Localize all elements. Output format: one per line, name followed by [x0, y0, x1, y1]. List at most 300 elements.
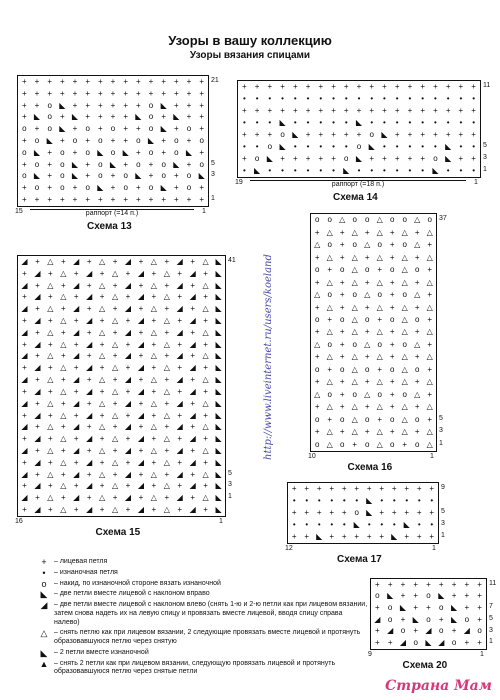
stitch-symbol: •	[306, 94, 310, 103]
stitch-symbol: △	[401, 427, 408, 437]
stitch-symbol: +	[135, 76, 141, 86]
legend-text: – снять 2 петли как при лицевом вязании, следующую провязать лицевой и протянуть образовавшуюся петлю через снятые петли	[54, 659, 336, 676]
stitch-symbol: △	[326, 252, 333, 262]
stitch-symbol: △	[202, 256, 209, 266]
stitch-symbol: ◣	[316, 532, 323, 541]
stitch-symbol: +	[364, 352, 370, 362]
stitch-symbol: △	[111, 410, 119, 420]
stitch-symbol: o	[199, 135, 204, 145]
stitch-symbol: +	[426, 603, 431, 613]
stitch-symbol: ◣	[215, 363, 222, 373]
stitch-symbol: +	[292, 82, 298, 91]
stitch-symbol: +	[458, 106, 464, 115]
stitch-symbol: +	[22, 481, 27, 491]
column-number-right: 1	[432, 545, 436, 552]
stitch-symbol: +	[356, 130, 362, 139]
stitch-symbol: △	[202, 398, 209, 408]
stitch-symbol: +	[151, 386, 157, 396]
stitch-symbol: △	[351, 364, 358, 374]
stitch-symbol: +	[164, 327, 170, 337]
stitch-symbol: +	[47, 183, 52, 193]
stitch-symbol: +	[86, 375, 92, 385]
stitch-symbol: +	[97, 76, 103, 86]
stitch-symbol: △	[326, 302, 333, 312]
stitch-symbol: +	[85, 100, 90, 110]
stitch-symbol: o	[365, 364, 370, 374]
stitch-symbol: +	[477, 614, 482, 624]
stitch-symbol: +	[99, 268, 105, 278]
legend-symbol-icon: •	[42, 567, 46, 578]
stitch-symbol: △	[99, 280, 106, 290]
stitch-symbol: ◢	[137, 268, 144, 278]
stitch-symbol: ◢	[86, 268, 93, 278]
stitch-symbol: ◣	[33, 147, 41, 157]
stitch-symbol: +	[464, 638, 470, 648]
stitch-symbol: o	[254, 154, 260, 163]
stitch-symbol: +	[173, 171, 179, 181]
row-number: 3	[211, 171, 215, 179]
stitch-symbol: △	[150, 327, 157, 337]
stitch-symbol: +	[177, 481, 183, 491]
stitch-symbol: +	[112, 280, 118, 290]
stitch-symbol: +	[35, 351, 40, 361]
stitch-symbol: o	[365, 265, 370, 275]
stitch-symbol: o	[315, 414, 320, 424]
stitch-symbol: +	[429, 532, 435, 541]
stitch-symbol: ◢	[21, 304, 28, 314]
stitch-symbol: +	[267, 130, 273, 139]
stitch-symbol: ◣	[160, 100, 167, 110]
legend-item	[38, 601, 368, 627]
stitch-symbol: •	[293, 166, 297, 175]
stitch-symbol: +	[356, 106, 362, 115]
stitch-symbol: +	[339, 290, 345, 300]
stitch-symbol: +	[73, 505, 79, 515]
stitch-symbol: +	[291, 532, 297, 541]
stitch-symbol: •	[408, 118, 412, 127]
stitch-symbol: +	[400, 591, 406, 601]
stitch-symbol: +	[375, 638, 380, 648]
stitch-symbol: ◣	[381, 130, 388, 139]
stitch-symbol: o	[340, 265, 345, 275]
stitch-symbol: o	[280, 130, 285, 139]
stitch-symbol: △	[426, 439, 433, 449]
stitch-symbol: +	[305, 154, 311, 163]
stitch-symbol: +	[369, 154, 375, 163]
stitch-symbol: +	[377, 315, 383, 325]
stitch-symbol: +	[99, 386, 105, 396]
stitch-symbol: +	[123, 112, 128, 122]
stitch-symbol: ◣	[353, 520, 360, 529]
stitch-symbol: +	[379, 532, 385, 541]
stitch-symbol: +	[161, 88, 166, 98]
stitch-symbol: ◣	[355, 154, 363, 163]
stitch-symbol: +	[173, 100, 179, 110]
stitch-symbol: +	[404, 484, 410, 493]
stitch-symbol: +	[47, 147, 52, 157]
stitch-symbol: +	[48, 268, 53, 278]
stitch-symbol: +	[135, 183, 141, 193]
stitch-symbol: +	[190, 280, 195, 290]
stitch-symbol: o	[123, 183, 128, 193]
stitch-symbol: o	[315, 215, 320, 225]
stitch-symbol: •	[281, 166, 284, 175]
stitch-symbol: △	[401, 377, 408, 387]
stitch-symbol: +	[382, 106, 387, 115]
stitch-symbol: +	[164, 493, 170, 503]
stitch-symbol: o	[354, 508, 359, 517]
stitch-symbol: +	[327, 414, 333, 424]
stitch-symbol: +	[22, 268, 27, 278]
stitch-symbol: +	[190, 256, 195, 266]
legend-item	[38, 580, 368, 589]
stitch-symbol: +	[339, 352, 345, 362]
stitch-symbol: ◢	[189, 315, 196, 325]
stitch-symbol: +	[59, 135, 65, 145]
stitch-symbol: o	[400, 626, 406, 636]
stitch-symbol: •	[293, 94, 297, 103]
stitch-symbol: +	[99, 505, 105, 515]
stitch-symbol: ◢	[86, 410, 93, 420]
stitch-symbol: +	[445, 82, 451, 91]
stitch-symbol: ◢	[34, 268, 41, 278]
stitch-symbol: •	[408, 142, 412, 151]
stitch-symbol: •	[459, 142, 463, 151]
row-number: 3	[439, 427, 443, 435]
stitch-symbol: +	[254, 130, 260, 139]
stitch-symbol: +	[164, 304, 170, 314]
stitch-symbol: •	[430, 520, 434, 529]
stitch-symbol: ◣	[387, 591, 394, 601]
stitch-symbol: ◢	[137, 386, 144, 396]
stitch-symbol: +	[60, 375, 66, 385]
stitch-symbol: +	[427, 414, 433, 424]
stitch-symbol: o	[199, 159, 204, 169]
stitch-symbol: •	[472, 166, 476, 175]
stitch-symbol: ◣	[215, 256, 222, 266]
stitch-symbol: +	[366, 484, 372, 493]
stitch-symbol: △	[401, 252, 408, 262]
stitch-symbol: ◢	[86, 481, 93, 491]
stitch-symbol: +	[304, 484, 310, 493]
stitch-symbol: o	[22, 147, 27, 157]
stitch-symbol: o	[377, 290, 382, 300]
legend-symbol-icon: ◣	[40, 647, 48, 658]
stitch-symbol: o	[136, 159, 141, 169]
stitch-symbol: △	[163, 386, 170, 396]
stitch-symbol: △	[326, 427, 333, 437]
stitch-symbol: △	[150, 375, 157, 385]
stitch-symbol: o	[369, 130, 374, 139]
stitch-symbol: +	[48, 434, 53, 444]
stitch-symbol: +	[445, 106, 451, 115]
stitch-symbol: o	[34, 183, 40, 193]
stitch-symbol: +	[148, 171, 154, 181]
stitch-symbol: +	[199, 124, 204, 134]
stitch-symbol: +	[135, 100, 141, 110]
stitch-symbol: ◣	[368, 142, 375, 151]
stitch-symbol: +	[177, 268, 183, 278]
stitch-symbol: o	[352, 215, 357, 225]
stitch-symbol: +	[151, 481, 157, 491]
stitch-symbol: o	[415, 265, 420, 275]
stitch-symbol: △	[414, 215, 421, 225]
stitch-symbol: △	[99, 375, 106, 385]
stitch-symbol: +	[477, 638, 482, 648]
stitch-symbol: △	[111, 386, 119, 396]
stitch-symbol: +	[186, 112, 192, 122]
stitch-symbol: ◢	[124, 375, 132, 385]
stitch-symbol: ◢	[124, 304, 132, 314]
stitch-symbol: △	[351, 427, 358, 437]
stitch-symbol: +	[451, 579, 457, 589]
row-number: 1	[489, 638, 493, 646]
stitch-symbol: +	[329, 508, 335, 517]
stitch-symbol: +	[379, 508, 385, 517]
stitch-symbol: +	[364, 277, 370, 287]
stitch-symbol: +	[414, 227, 420, 237]
stitch-symbol: +	[389, 302, 395, 312]
stitch-symbol: +	[97, 195, 103, 205]
stitch-symbol: +	[414, 402, 420, 412]
stitch-symbol: △	[60, 363, 67, 373]
stitch-symbol: +	[402, 439, 408, 449]
stitch-symbol: •	[459, 94, 463, 103]
stitch-symbol: +	[199, 183, 204, 193]
stitch-symbol: ◢	[124, 493, 132, 503]
stitch-symbol: +	[164, 469, 170, 479]
stitch-symbol: +	[343, 130, 349, 139]
stitch-symbol: •	[380, 496, 384, 505]
stitch-symbol: +	[48, 386, 53, 396]
stitch-symbol: +	[138, 304, 144, 314]
stitch-symbol: ◣	[266, 154, 273, 163]
stitch-symbol: △	[60, 339, 67, 349]
stitch-symbol: •	[392, 496, 396, 505]
stitch-symbol: +	[477, 591, 482, 601]
stitch-symbol: +	[416, 484, 422, 493]
stitch-symbol: +	[177, 505, 183, 515]
stitch-symbol: •	[292, 520, 296, 529]
stitch-symbol: ◢	[137, 410, 144, 420]
stitch-symbol: •	[367, 520, 371, 529]
stitch-symbol: △	[60, 481, 67, 491]
stitch-symbol: +	[314, 377, 320, 387]
stitch-symbol: △	[401, 327, 408, 337]
stitch-symbol: +	[112, 304, 118, 314]
stitch-symbol: +	[203, 410, 208, 420]
stitch-symbol: o	[148, 147, 154, 157]
stitch-symbol: △	[414, 290, 421, 300]
stitch-symbol: +	[99, 481, 105, 491]
stitch-symbol: ◣	[450, 603, 458, 613]
stitch-symbol: +	[35, 398, 40, 408]
stitch-symbol: +	[199, 100, 204, 110]
stitch-symbol: △	[376, 277, 383, 287]
stitch-symbol: +	[34, 195, 40, 205]
stitch-symbol: ◢	[176, 375, 183, 385]
stitch-symbol: o	[377, 389, 382, 399]
stitch-symbol: ◣	[355, 118, 363, 127]
stitch-symbol: ◢	[34, 481, 41, 491]
stitch-symbol: +	[125, 434, 131, 444]
stitch-symbol: o	[340, 315, 345, 325]
stitch-symbol: •	[417, 496, 421, 505]
stitch-symbol: o	[365, 315, 370, 325]
stitch-symbol: ◢	[34, 505, 41, 515]
stitch-symbol: +	[125, 505, 131, 515]
stitch-symbol: +	[60, 351, 66, 361]
stitch-symbol: +	[203, 505, 208, 515]
stitch-symbol: ◣	[185, 147, 193, 157]
stitch-symbol: △	[351, 377, 358, 387]
stitch-symbol: ◢	[86, 434, 93, 444]
stitch-symbol: •	[332, 94, 335, 103]
chart-caption: Схема 16	[347, 462, 393, 473]
stitch-symbol: +	[22, 363, 27, 373]
stitch-symbol: +	[339, 240, 345, 250]
stitch-symbol: +	[414, 302, 420, 312]
stitch-symbol: o	[365, 414, 370, 424]
stitch-symbol: ◢	[463, 626, 470, 636]
stitch-symbol: △	[351, 277, 358, 287]
stitch-symbol: +	[407, 82, 413, 91]
stitch-symbol: •	[281, 94, 284, 103]
stitch-symbol: o	[98, 159, 103, 169]
stitch-symbol: +	[60, 304, 66, 314]
stitch-symbol: o	[186, 124, 192, 134]
stitch-symbol: +	[151, 268, 157, 278]
stitch-symbol: +	[339, 427, 345, 437]
stitch-symbol: +	[407, 130, 413, 139]
stitch-symbol: o	[315, 315, 320, 325]
stitch-symbol: +	[394, 154, 400, 163]
chart-grid	[310, 213, 437, 452]
stitch-symbol: +	[190, 493, 195, 503]
stitch-symbol: o	[365, 439, 370, 449]
stitch-symbol: △	[111, 315, 119, 325]
column-number-left: 19	[235, 179, 243, 186]
stitch-symbol: +	[59, 112, 65, 122]
stitch-symbol: +	[394, 82, 400, 91]
stitch-symbol: +	[314, 302, 320, 312]
stitch-symbol: •	[392, 520, 396, 529]
stitch-symbol: △	[163, 292, 170, 302]
stitch-symbol: +	[413, 579, 419, 589]
stitch-symbol: +	[35, 304, 40, 314]
stitch-symbol: +	[414, 352, 420, 362]
stitch-symbol: +	[97, 100, 103, 110]
legend-symbol-icon: ◢	[40, 600, 48, 610]
stitch-symbol: •	[395, 118, 399, 127]
stitch-symbol: +	[304, 508, 310, 517]
stitch-symbol: +	[73, 410, 79, 420]
stitch-symbol: +	[190, 469, 195, 479]
stitch-symbol: △	[314, 240, 321, 250]
stitch-symbol: +	[48, 292, 53, 302]
stitch-symbol: +	[138, 375, 144, 385]
stitch-symbol: +	[72, 100, 78, 110]
stitch-symbol: ◣	[215, 457, 222, 467]
stitch-symbol: o	[148, 100, 154, 110]
stitch-symbol: ◣	[71, 159, 79, 169]
stitch-symbol: +	[389, 227, 395, 237]
stitch-symbol: +	[173, 88, 179, 98]
stitch-symbol: +	[316, 484, 322, 493]
stitch-symbol: +	[125, 292, 131, 302]
stitch-symbol: +	[420, 154, 426, 163]
stitch-symbol: ◢	[34, 363, 41, 373]
stitch-symbol: ◢	[137, 481, 144, 491]
stitch-symbol: △	[99, 351, 106, 361]
stitch-symbol: △	[326, 277, 333, 287]
stitch-symbol: •	[255, 94, 259, 103]
stitch-symbol: ◢	[124, 422, 132, 432]
stitch-symbol: +	[404, 532, 410, 541]
stitch-symbol: ◣	[215, 505, 222, 515]
stitch-symbol: o	[352, 389, 357, 399]
stitch-symbol: △	[150, 280, 157, 290]
stitch-symbol: •	[380, 520, 384, 529]
stitch-symbol: +	[97, 124, 103, 134]
stitch-symbol: ◣	[33, 112, 41, 122]
stitch-symbol: •	[446, 166, 450, 175]
stitch-symbol: +	[164, 280, 170, 290]
stitch-symbol: ◢	[176, 493, 183, 503]
stitch-symbol: +	[148, 88, 154, 98]
stitch-symbol: •	[344, 118, 348, 127]
stitch-symbol: +	[199, 195, 204, 205]
stitch-symbol: △	[150, 351, 157, 361]
stitch-symbol: △	[351, 352, 358, 362]
stitch-symbol: +	[138, 398, 144, 408]
stitch-symbol: +	[458, 154, 464, 163]
stitch-symbol: ◢	[137, 315, 144, 325]
stitch-symbol: •	[292, 496, 296, 505]
stitch-symbol: ◢	[34, 315, 41, 325]
stitch-symbol: +	[339, 377, 345, 387]
stitch-symbol: +	[254, 106, 260, 115]
stitch-symbol: △	[150, 445, 157, 455]
stitch-symbol: △	[163, 481, 170, 491]
stitch-symbol: +	[21, 100, 27, 110]
stitch-symbol: +	[72, 88, 78, 98]
chart-grid	[17, 255, 226, 517]
stitch-symbol: ◢	[438, 638, 445, 648]
stitch-symbol: △	[47, 280, 54, 290]
stitch-symbol: •	[305, 520, 309, 529]
stitch-symbol: +	[177, 363, 183, 373]
stitch-symbol: ◢	[189, 268, 196, 278]
stitch-symbol: +	[364, 327, 370, 337]
stitch-symbol: △	[111, 363, 119, 373]
stitch-symbol: +	[112, 469, 118, 479]
stitch-symbol: +	[377, 364, 383, 374]
stitch-symbol: •	[395, 94, 399, 103]
stitch-symbol: •	[357, 166, 361, 175]
stitch-symbol: △	[326, 377, 333, 387]
stitch-symbol: o	[415, 414, 420, 424]
column-number-right: 1	[202, 208, 206, 215]
stitch-symbol: +	[318, 106, 324, 115]
stitch-symbol: ◣	[215, 398, 222, 408]
stitch-symbol: ◢	[73, 422, 80, 432]
stitch-symbol: +	[327, 364, 333, 374]
stitch-symbol: o	[352, 290, 357, 300]
stitch-symbol: ◢	[176, 351, 183, 361]
stitch-symbol: ◢	[124, 398, 132, 408]
stitch-symbol: +	[72, 183, 78, 193]
